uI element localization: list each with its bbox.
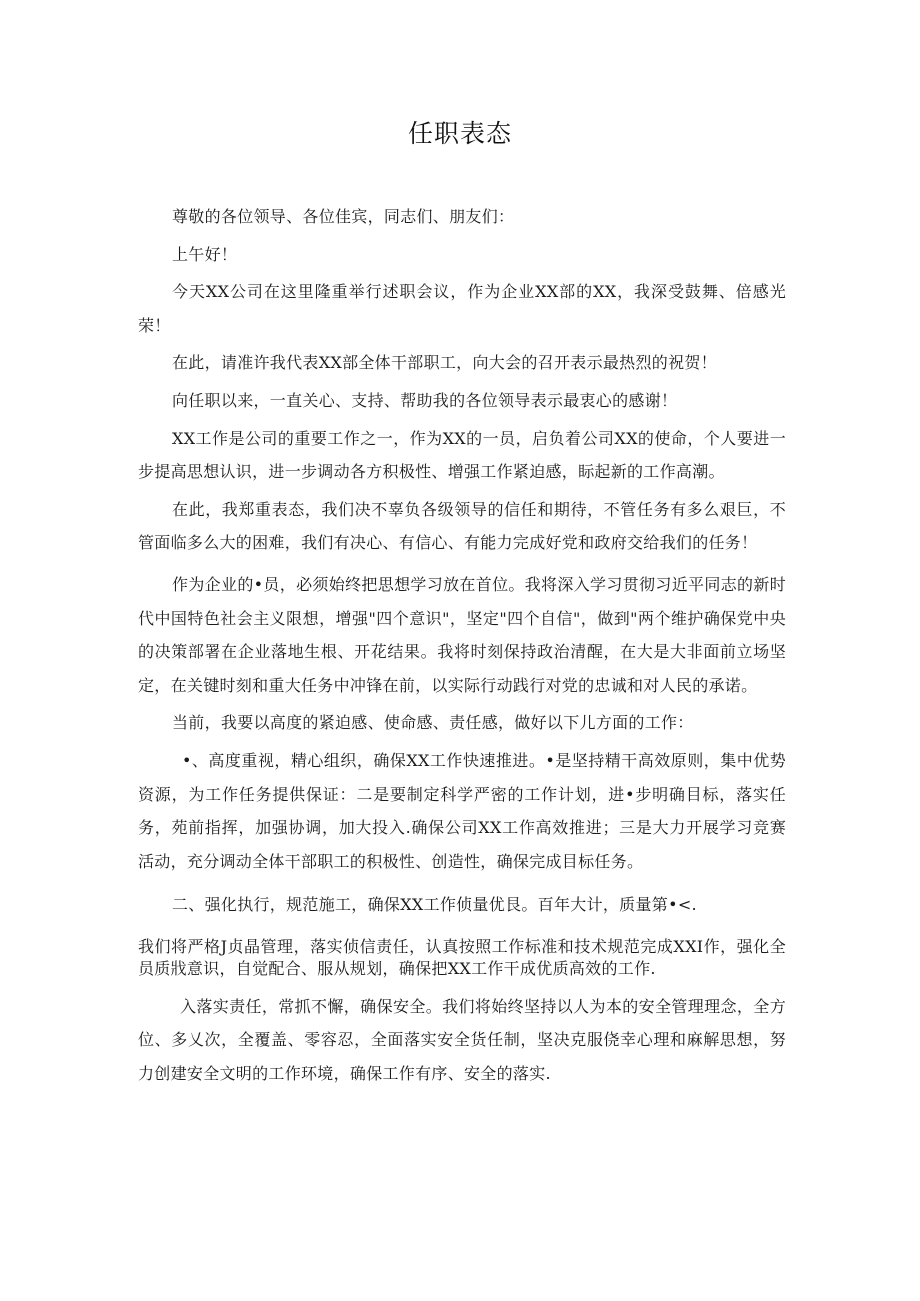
paragraph-pledge: 在此，我郑重表态，我们决不辜负各级领导的信任和期待，不管任务有多么艰巨，不管面临多么大的困难，我们有决心、有信心、有能力完成好党和政府交给我们的任务！	[138, 499, 786, 553]
paragraph-thanks: 向任职以来，一直关心、支持、帮助我的各位领导表示最衷心的感谢！	[172, 390, 678, 410]
item-two-heading: 二、强化执行，规范施工，确保XX工作侦量优艮。百年大计，质量第•<.	[172, 895, 697, 915]
item-three: 入落实责任，常抓不懈，确保安全。我们将始终坚持以人为本的安全管理理念，全方位、多乂次，全覆盖、零容忍，全面落实安全货任制，坚决克服侥幸心理和麻解思想，努力创建安全文明的工作环境，确保工作有序、安全的落实.	[138, 996, 786, 1084]
salutation: 尊敬的各位领导、各位佳宾，同志们、朋友们：	[172, 207, 515, 226]
item-one: •、高度重视，精心组织，确保XX工作快速推进。•是坚持精干高效原则，集中优势资源，为工作任务提供保证：二是要制定科学严密的工作计划，进•步明确目标，落实任务，苑前指挥，加强协调，加大投入.确保公司XX工作高效推进；三是大力开展学习竞赛活动，充分调动全体干部职工的积极性、创造性，确保完成目标任务。	[138, 750, 786, 871]
document-body	[138, 200, 786, 1091]
item-two-body: 我们将严格J贞晶管理，落实侦信责任，认真按照工作标准和技术规范完成XXI作，强化全员质戕意识，自觉配合、服从规划，确保把XX工作干成优质高效的工作.	[138, 936, 786, 978]
document-title: 任职表态	[407, 119, 512, 148]
paragraph-study: 作为企业的•员，必须始终把思想学习放在首位。我将深入学习贯彻习近平同志的新时代中国特色社会主义限想，增强"四个意识"，坚定"四个自信"，做到"两个维护确保党中央的决策部署在企业落地生根、开花结果。我将时刻保持政治清醒，在大是大非面前立场坚定，在关键时刻和重大任务中冲锋在前，以实际行动践行对党的忠诚和对人民的承诺。	[138, 574, 786, 695]
paragraph-congratulation: 在此，请准许我代表XX部全体干部职工，向大会的召开表示最热烈的祝贺！	[172, 353, 717, 373]
paragraph-work-importance: XX工作是公司的重要工作之一，作为XX的一员，启负着公司XX的使命，个人要进一步提高思想认识，进一步调动各方积极性、增强工作紧迫感，眎起新的工作高潮。	[138, 428, 786, 482]
paragraph-opening: 今天XX公司在这里隆重举行述职会议，作为企业XX部的XX，我深受鼓舞、倍感光荣！	[138, 282, 786, 335]
greeting: 上午好！	[172, 244, 238, 264]
paragraph-current-work: 当前，我要以高度的紧迫感、使命感、责任感，做好以下儿方面的工作：	[172, 713, 694, 733]
